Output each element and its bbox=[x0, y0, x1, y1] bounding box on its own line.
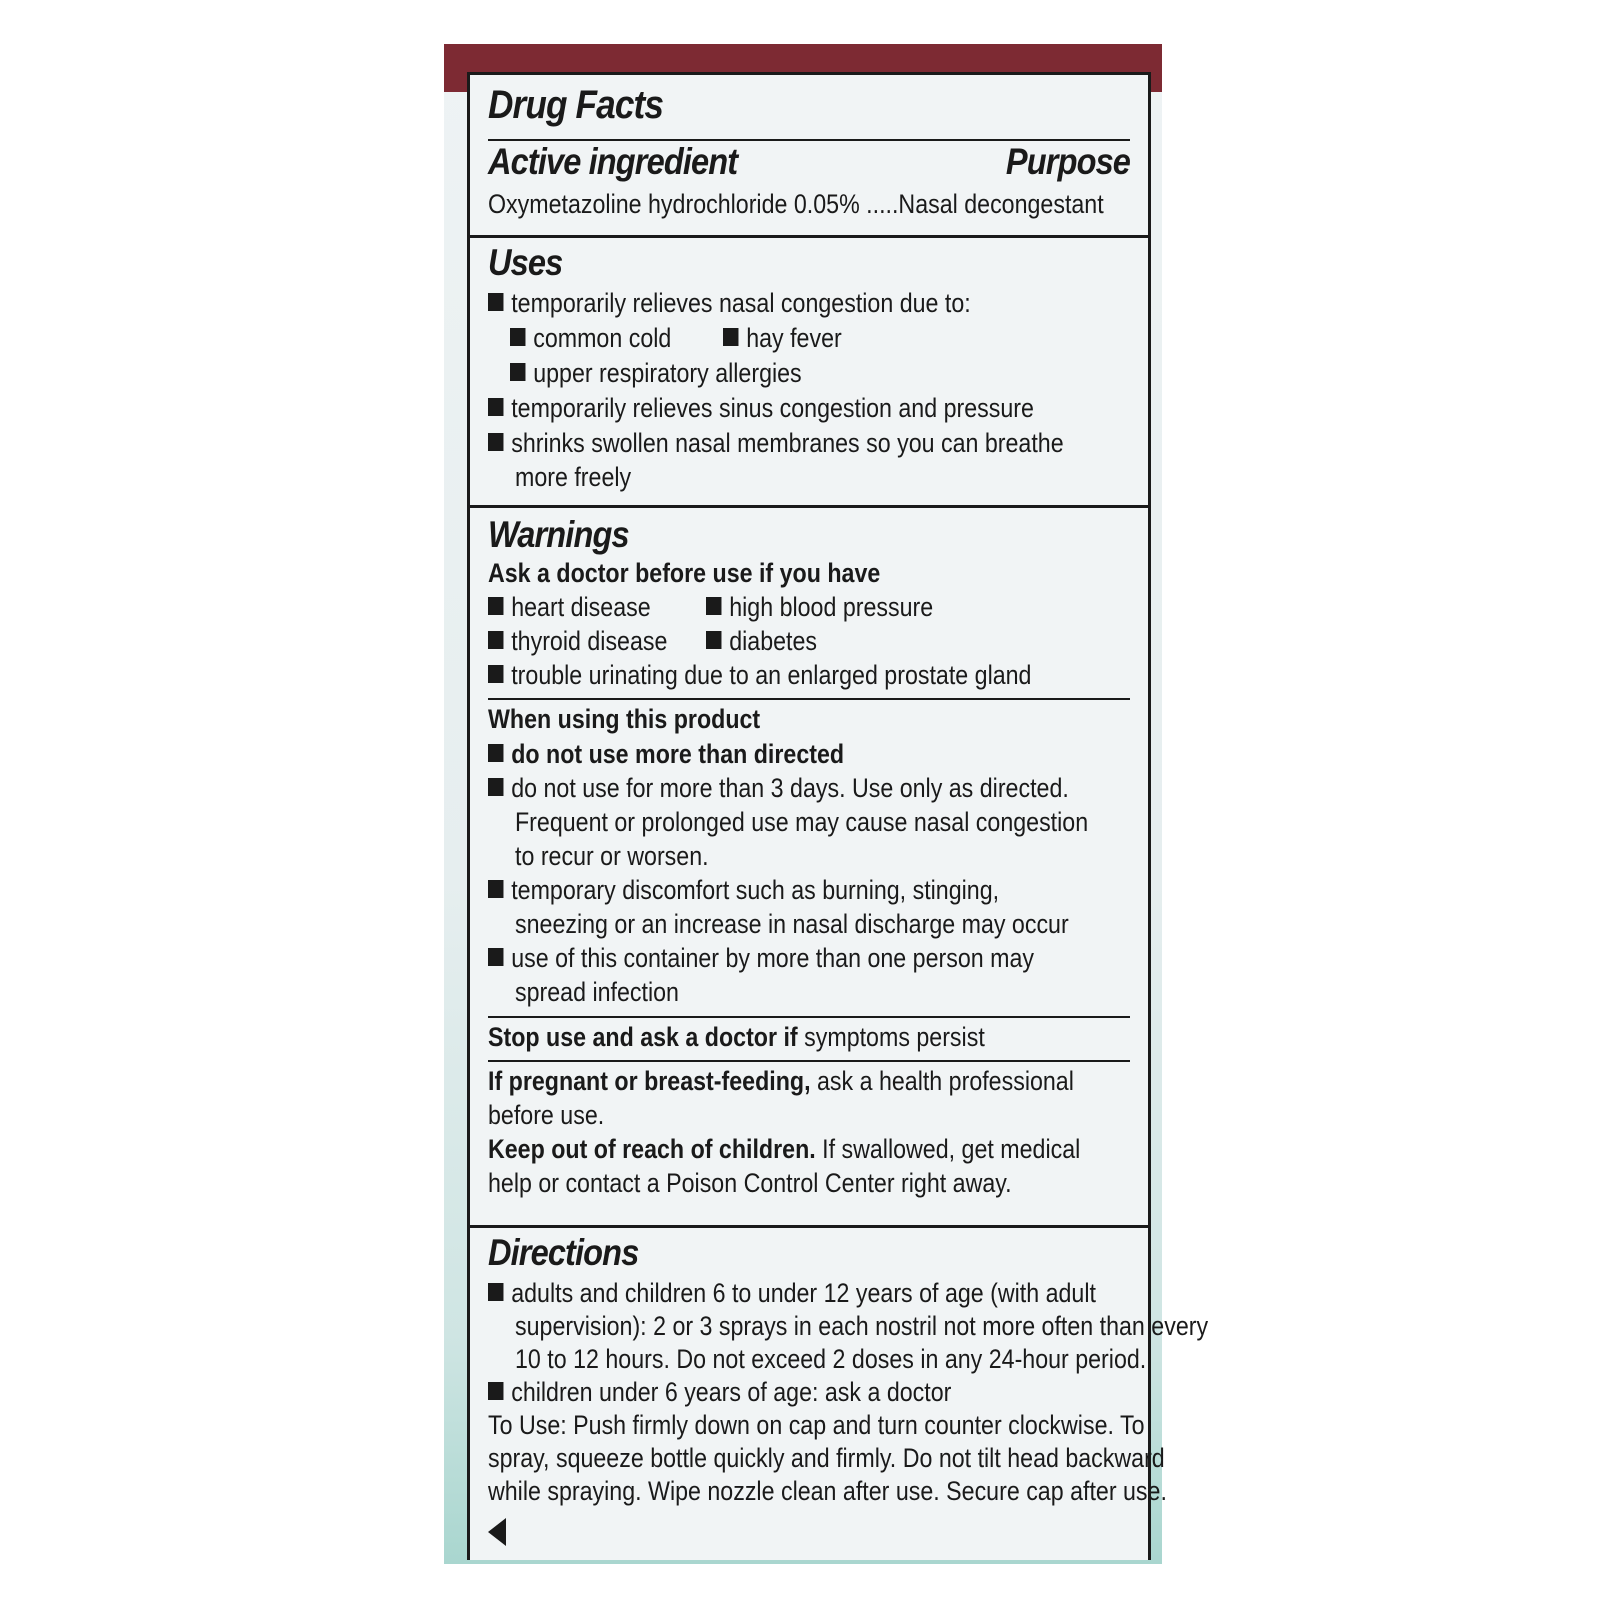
uses-item-continued: more freely bbox=[515, 462, 632, 492]
to-use-line: To Use: Push firmly down on cap and turn counter clockwise. To bbox=[488, 1410, 1145, 1440]
directions-item: adults and children 6 to under 12 years of age (with adult bbox=[488, 1278, 1096, 1309]
bullet-square-icon bbox=[488, 597, 503, 615]
bullet-square-icon bbox=[488, 778, 503, 796]
uses-item: common cold bbox=[510, 323, 671, 354]
bullet-square-icon bbox=[488, 1283, 503, 1301]
to-use-line: while spraying. Wipe nozzle clean after use. Secure cap after use. bbox=[488, 1476, 1167, 1506]
warnings-rule bbox=[488, 698, 1130, 700]
condition-item: trouble urinating due to an enlarged prostate gland bbox=[488, 660, 1031, 691]
bullet-square-icon bbox=[723, 328, 738, 346]
when-using-item: temporary discomfort such as burning, stinging, bbox=[488, 875, 999, 906]
pregnant-line-continued: before use. bbox=[488, 1100, 605, 1130]
ingredient-line: Oxymetazoline hydrochloride 0.05% .....Nasal decongestant bbox=[488, 189, 1104, 219]
bullet-square-icon bbox=[488, 293, 503, 311]
bullet-square-icon bbox=[488, 744, 503, 762]
bullet-square-icon bbox=[488, 433, 503, 451]
when-using-item-continued: to recur or worsen. bbox=[515, 841, 709, 871]
purpose-heading: Purpose bbox=[1005, 141, 1130, 182]
pregnant-line: If pregnant or breast-feeding, ask a health professional bbox=[488, 1066, 1074, 1096]
to-use-line: spray, squeeze bottle quickly and firmly. Do not tilt head backward bbox=[488, 1443, 1165, 1473]
bullet-square-icon bbox=[510, 363, 525, 381]
uses-item: temporarily relieves nasal congestion due to: bbox=[488, 288, 971, 319]
when-using-heading: When using this product bbox=[488, 704, 761, 734]
uses-item: hay fever bbox=[723, 323, 842, 354]
uses-item: shrinks swollen nasal membranes so you can breathe bbox=[488, 428, 1064, 459]
directions-heading: Directions bbox=[488, 1232, 639, 1273]
directions-item-continued: supervision): 2 or 3 sprays in each nostril not more often than every bbox=[515, 1311, 1209, 1341]
bullet-square-icon bbox=[510, 328, 525, 346]
condition-item: heart disease bbox=[488, 592, 651, 623]
active-ingredient-section bbox=[470, 75, 1148, 235]
bullet-square-icon bbox=[706, 631, 721, 649]
condition-item: diabetes bbox=[706, 626, 817, 657]
condition-item: high blood pressure bbox=[706, 592, 933, 623]
warnings-section bbox=[470, 505, 1148, 1228]
drug-facts-title: Drug Facts bbox=[488, 83, 664, 127]
uses-heading: Uses bbox=[488, 242, 563, 283]
uses-item: temporarily relieves sinus congestion and pressure bbox=[488, 393, 1034, 424]
bullet-square-icon bbox=[488, 398, 503, 416]
continue-arrow-icon bbox=[488, 1518, 506, 1546]
keep-out-line-continued: help or contact a Poison Control Center right away. bbox=[488, 1168, 1012, 1198]
ask-doctor-heading: Ask a doctor before use if you have bbox=[488, 558, 881, 588]
bullet-square-icon bbox=[488, 665, 503, 683]
active-ingredient-heading: Active ingredient bbox=[488, 141, 738, 182]
when-using-item-continued: Frequent or prolonged use may cause nasal congestion bbox=[515, 807, 1089, 837]
drug-facts-panel bbox=[467, 72, 1209, 1560]
warnings-heading: Warnings bbox=[488, 514, 629, 555]
bullet-square-icon bbox=[706, 597, 721, 615]
when-using-item: use of this container by more than one person may bbox=[488, 943, 1034, 974]
directions-section bbox=[470, 1225, 1209, 1566]
uses-item: upper respiratory allergies bbox=[510, 358, 802, 389]
bullet-square-icon bbox=[488, 948, 503, 966]
directions-item-continued: 10 to 12 hours. Do not exceed 2 doses in any 24-hour period. bbox=[515, 1344, 1147, 1374]
condition-item: thyroid disease bbox=[488, 626, 667, 657]
when-using-item-continued: sneezing or an increase in nasal discharge may occur bbox=[515, 909, 1069, 939]
directions-item: children under 6 years of age: ask a doctor bbox=[488, 1377, 951, 1408]
when-using-item: do not use for more than 3 days. Use only as directed. bbox=[488, 773, 1069, 804]
keep-out-line: Keep out of reach of children. If swallowed, get medical bbox=[488, 1134, 1081, 1164]
when-using-item-continued: spread infection bbox=[515, 977, 679, 1007]
bullet-square-icon bbox=[488, 1382, 503, 1400]
bullet-square-icon bbox=[488, 880, 503, 898]
uses-section bbox=[470, 235, 1148, 508]
bullet-square-icon bbox=[488, 631, 503, 649]
warnings-rule bbox=[488, 1060, 1130, 1062]
stop-use-line: Stop use and ask a doctor if symptoms persist bbox=[488, 1022, 985, 1052]
warnings-rule bbox=[488, 1016, 1130, 1018]
when-using-item: do not use more than directed bbox=[488, 739, 844, 770]
